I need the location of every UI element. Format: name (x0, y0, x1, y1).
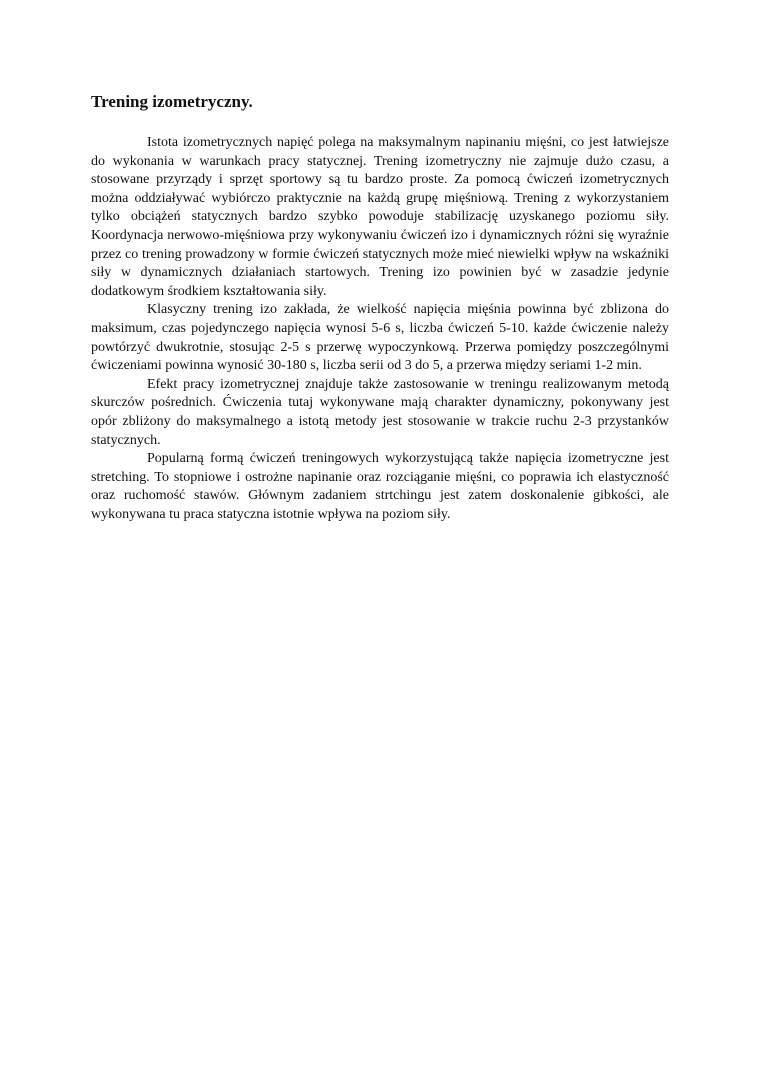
document-title: Trening izometryczny. (91, 92, 253, 111)
paragraph-stretching: Popularną formą ćwiczeń treningowych wykorzystującą także napięcia izometryczne jest stretching. To stopniowe i ostrożne napinanie oraz rozciąganie mięśni, co poprawia ich elastyczność oraz ruchomość stawów. Głównym zadaniem strtchingu jest zatem doskonalenie gibkości, ale wykonywana tu praca statyczna istotnie wpływa na poziom siły. (91, 451, 669, 522)
paragraph-isometric-essence: Istota izometrycznych napięć polega na maksymalnym napinaniu mięśni, co jest łatwiejsze do wykonania w warunkach pracy statycznej. Trening izometryczny nie zajmuje dużo czasu, a stosowane przyrządy i sprzęt sportowy są tu bardzo proste. Za pomocą ćwiczeń izometrycznych można oddziaływać wybiórczo praktycznie na każdą grupę mięśniową. Trening z wykorzystaniem tylko obciążeń statycznych bardzo szybko powoduje stabilizację uzyskanego poziomu siły. Koordynacja nerwowo-mięśniowa przy wykonywaniu ćwiczeń izo i dynamicznych różni się wyraźnie przez co trening prowadzony w formie ćwiczeń statycznych może mieć niewielki wpływ na wskaźniki siły w dynamicznych działaniach startowych. Trening izo powinien być w zasadzie jedynie dodatkowym środkiem kształtowania siły. (91, 135, 669, 299)
document-body (91, 92, 669, 524)
paragraph-classic-training: Klasyczny trening izo zakłada, że wielkość napięcia mięśnia powinna być zblizona do maksimum, czas pojedynczego napięcia wynosi 5-6 s, liczba ćwiczeń 5-10. każde ćwiczenie należy powtórzyć dwukrotnie, stosując 2-5 s przerwę wypoczynkową. Przerwa pomiędzy poszczególnymi ćwiczeniami powinna wynosić 30-180 s, liczba serii od 3 do 5, a przerwa między seriami 1-2 min. (91, 302, 669, 374)
paragraph-intermediate-contractions: Efekt pracy izometrycznej znajduje także zastosowanie w treningu realizowanym metodą skurczów pośrednich. Ćwiczenia tutaj wykonywane mają charakter dynamiczny, pokonywany jest opór zbliżony do maksymalnego a istotą metody jest stosowanie w trakcie ruchu 2-3 przystanków statycznych. (91, 376, 669, 448)
